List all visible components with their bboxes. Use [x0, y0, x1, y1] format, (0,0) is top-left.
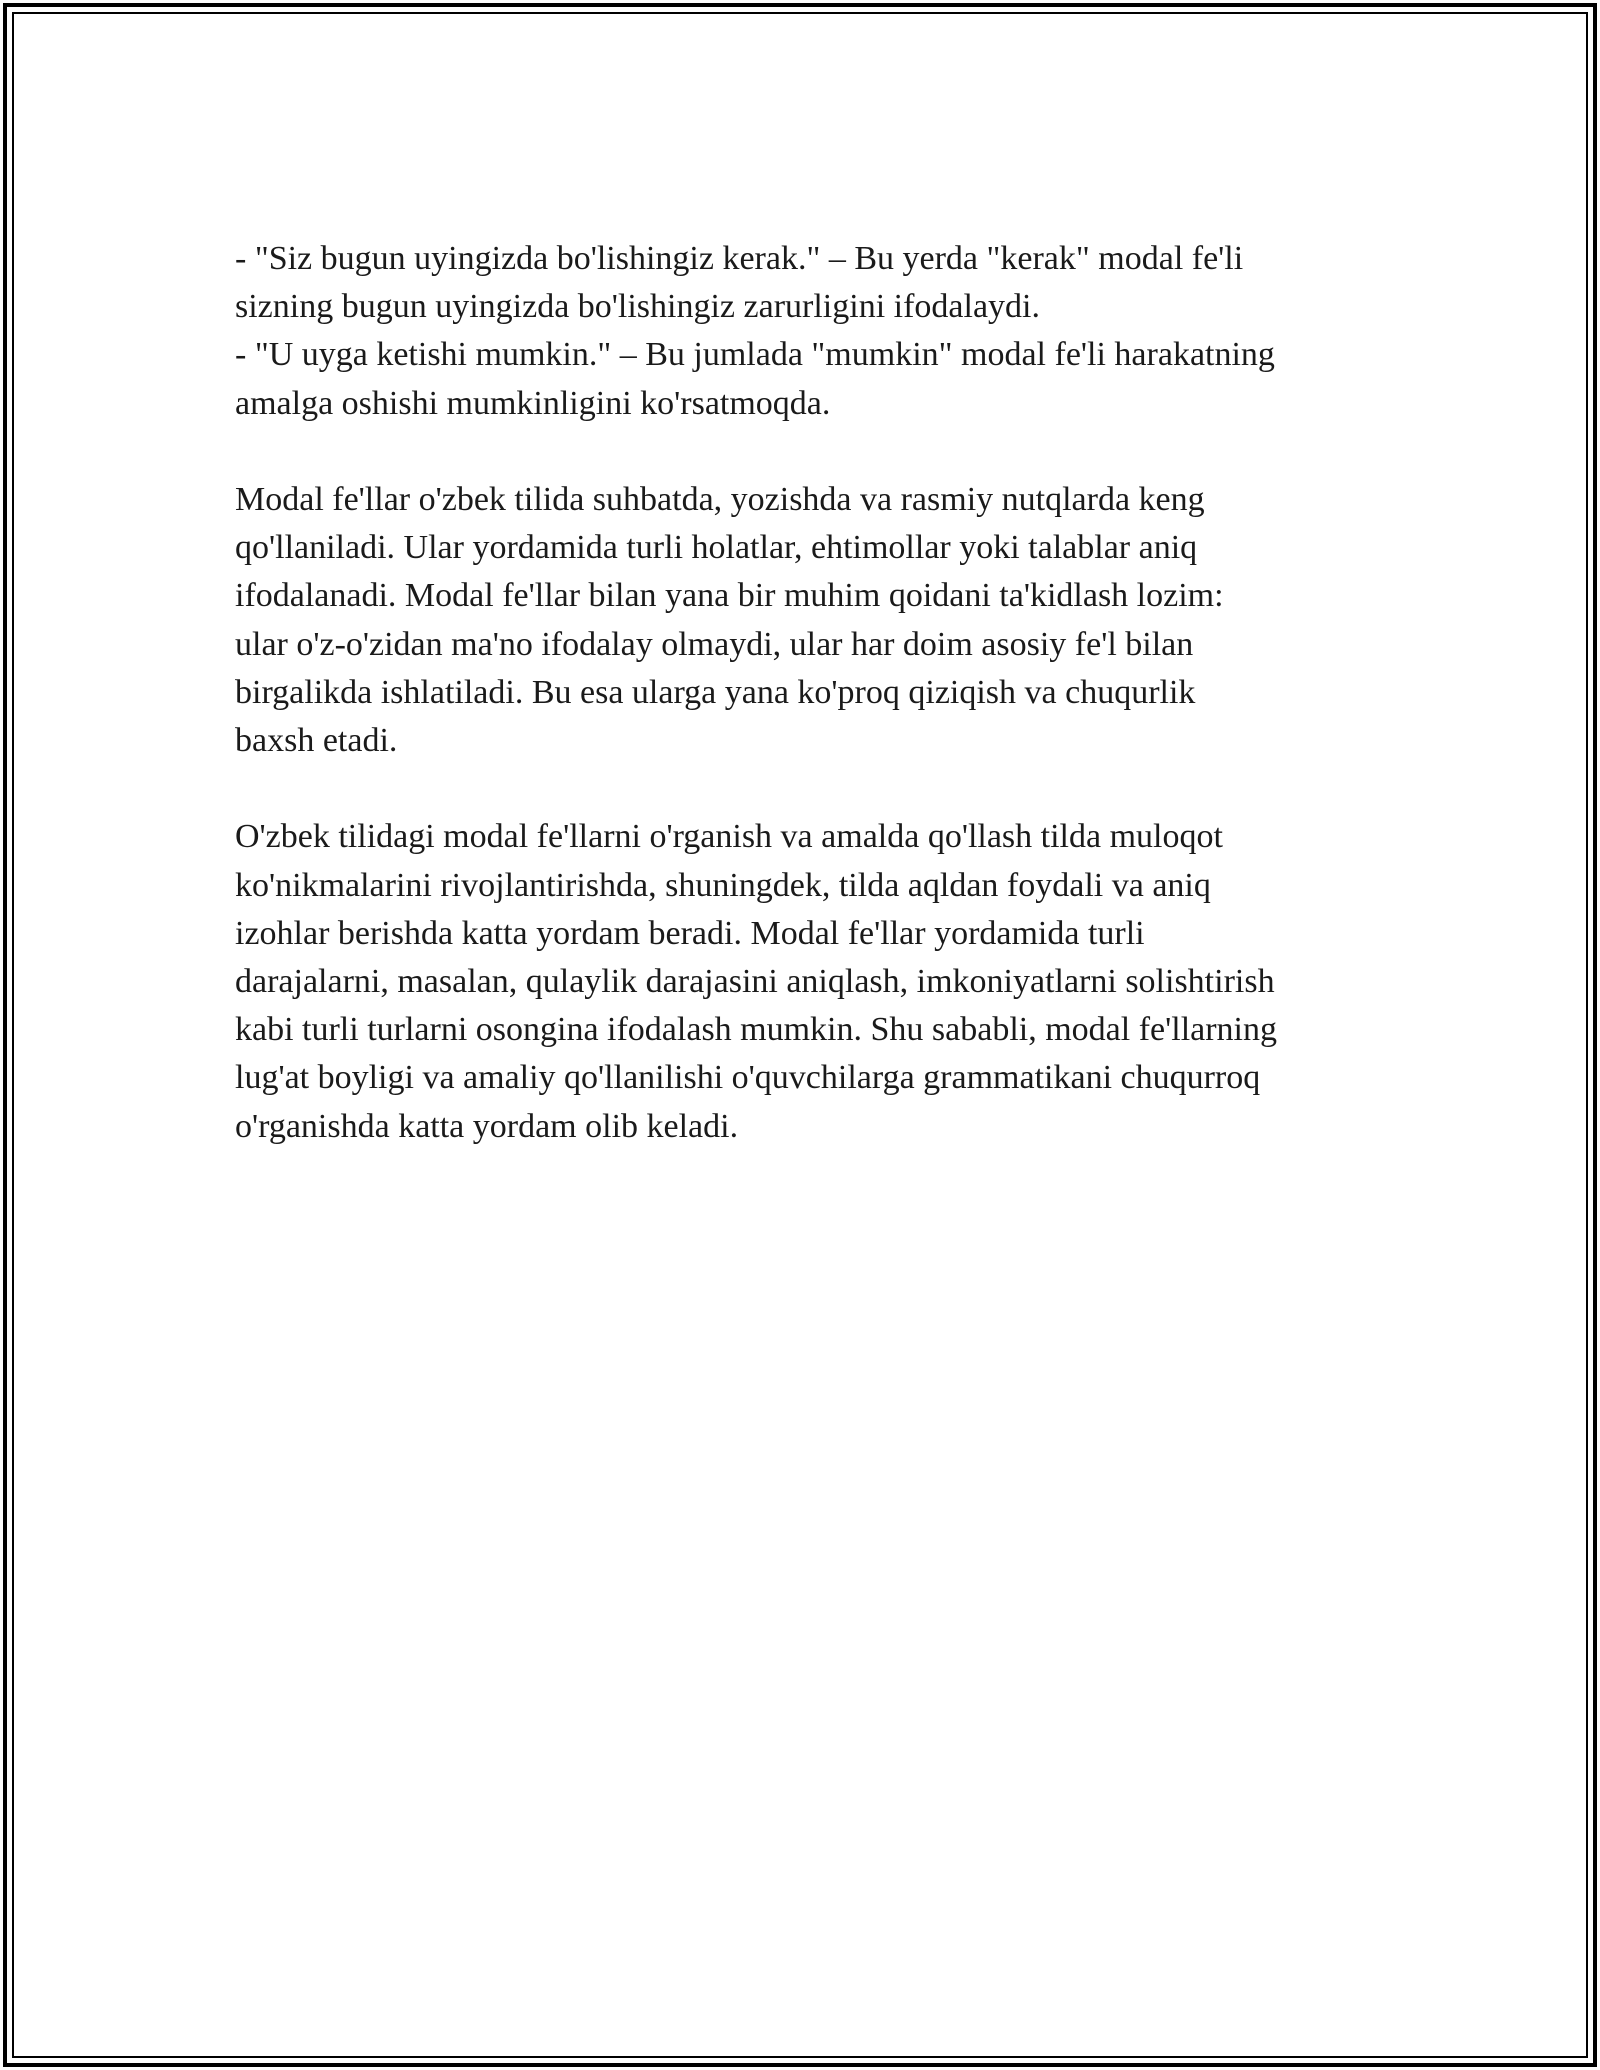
conclusion-line-2: ko'nikmalarini rivojlantirishda, shuningdek, tilda aqldan foydali va aniq: [235, 866, 1211, 904]
conclusion-paragraph: [235, 813, 1370, 1150]
usage-line-3: ifodalanadi. Modal fe'llar bilan yana bir muhim qoidani ta'kidlash lozim:: [235, 577, 1224, 615]
usage-line-5: birgalikda ishlatiladi. Bu esa ularga yana ko'proq qiziqish va chuqurlik: [235, 673, 1196, 711]
paragraph-spacer: [235, 765, 1370, 813]
usage-paragraph: [235, 476, 1370, 765]
paragraph-spacer: [235, 428, 1370, 476]
conclusion-line-1: O'zbek tilidagi modal fe'llarni o'rganish va amalda qo'llash tilda muloqot: [235, 818, 1223, 856]
conclusion-line-3: izohlar berishda katta yordam beradi. Modal fe'llar yordamida turli: [235, 914, 1145, 952]
usage-line-4: ular o'z-o'zidan ma'no ifodalay olmaydi, ular har doim asosiy fe'l bilan: [235, 625, 1194, 663]
document-body: [235, 235, 1370, 1151]
example-line-2: sizning bugun uyingizda bo'lishingiz zarurligini ifodalaydi.: [235, 288, 1040, 326]
example-line-4: amalga oshishi mumkinligini ko'rsatmoqda.: [235, 384, 831, 422]
conclusion-line-6: lug'at boyligi va amaliy qo'llanilishi o'quvchilarga grammatikani chuqurroq: [235, 1059, 1261, 1097]
usage-line-1: Modal fe'llar o'zbek tilida suhbatda, yozishda va rasmiy nutqlarda keng: [235, 481, 1205, 518]
conclusion-line-5: kabi turli turlarni osongina ifodalash mumkin. Shu sababli, modal fe'llarning: [235, 1011, 1277, 1049]
examples-paragraph: [235, 235, 1370, 428]
usage-line-2: qo'llaniladi. Ular yordamida turli holatlar, ehtimollar yoki talablar aniq: [235, 529, 1198, 567]
example-line-1: - "Siz bugun uyingizda bo'lishingiz kerak." – Bu yerda "kerak" modal fe'li: [235, 240, 1244, 277]
conclusion-line-4: darajalarni, masalan, qulaylik darajasini aniqlash, imkoniyatlarni solishtirish: [235, 963, 1275, 1001]
conclusion-line-7: o'rganishda katta yordam olib keladi.: [235, 1107, 739, 1145]
usage-line-6: baxsh etadi.: [235, 722, 398, 760]
example-line-3: - "U uyga ketishi mumkin." – Bu jumlada "mumkin" modal fe'li harakatning: [235, 336, 1275, 374]
